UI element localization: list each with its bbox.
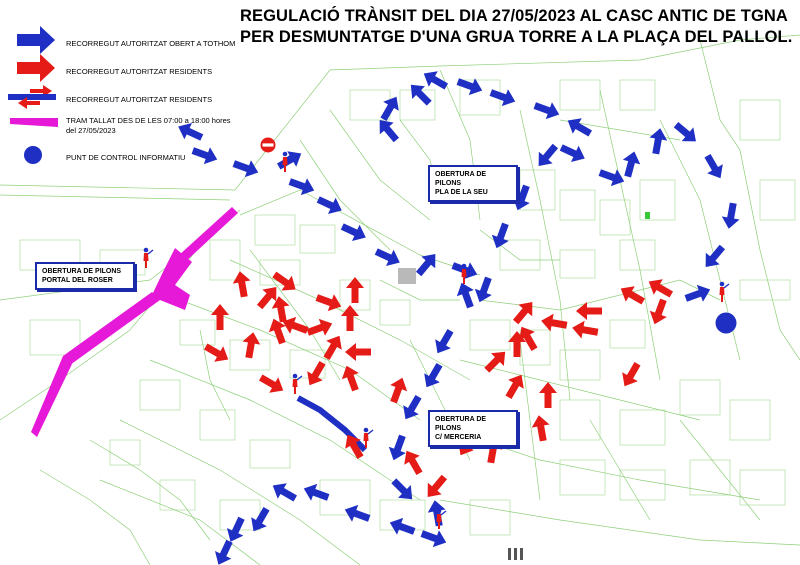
callout-line-2: PORTAL DEL ROSER [42, 277, 113, 284]
legend-label: RECORREGUT AUTORITZAT RESIDENTS [66, 95, 213, 104]
legend-item-residents-two-way [8, 89, 286, 111]
red-arrow-icon [8, 61, 58, 83]
two-way-blue-band-icon [8, 89, 58, 111]
map-title [240, 6, 796, 48]
legend-label: RECORREGUT AUTORITZAT OBERT A TOTHOM [66, 39, 236, 48]
callout-merceria [428, 410, 518, 447]
road-stubs [508, 548, 523, 560]
legend-item-open-route [8, 33, 286, 55]
callout-pla-seu [428, 165, 518, 202]
title-line-1: REGULACIÓ TRÀNSIT DEL DIA 27/05/2023 AL CASC ANTIC DE TGNA [240, 7, 788, 25]
callout-line-1: OBERTURA DE PILONS [435, 416, 487, 432]
closed-section-band [31, 207, 238, 437]
legend-item-closed-section [8, 110, 236, 136]
legend-label: PUNT DE CONTROL INFORMATIU [66, 153, 186, 162]
title-line-2: PER DESMUNTATGE D'UNA GRUA TORRE A LA PLAÇA DEL PALLOL. [240, 28, 793, 46]
callout-line-2: PLA DE LA SEU [435, 189, 488, 196]
blue-dot-icon [8, 147, 58, 169]
legend-label: TRAM TALLAT DES DE LES 07:00 a 18:00 hores del 27/05/2023 [66, 116, 231, 135]
legend-label: RECORREGUT AUTORITZAT RESIDENTS [66, 67, 213, 76]
green-marker [645, 212, 650, 219]
control-point-icon [716, 313, 737, 334]
callout-line-1: OBERTURA DE PILONS [435, 171, 487, 187]
legend-item-residents-route [8, 61, 286, 83]
residents-route-arrows [201, 267, 676, 503]
callout-line-1: OBERTURA DE PILONS [42, 268, 122, 275]
magenta-band-icon [8, 110, 58, 132]
legend-item-control-point [8, 147, 286, 169]
plaza-marker [398, 268, 416, 284]
callout-portal-roser [35, 262, 135, 290]
blue-arrow-icon [8, 33, 58, 55]
callout-line-2: C/ MERCERIA [435, 434, 482, 441]
